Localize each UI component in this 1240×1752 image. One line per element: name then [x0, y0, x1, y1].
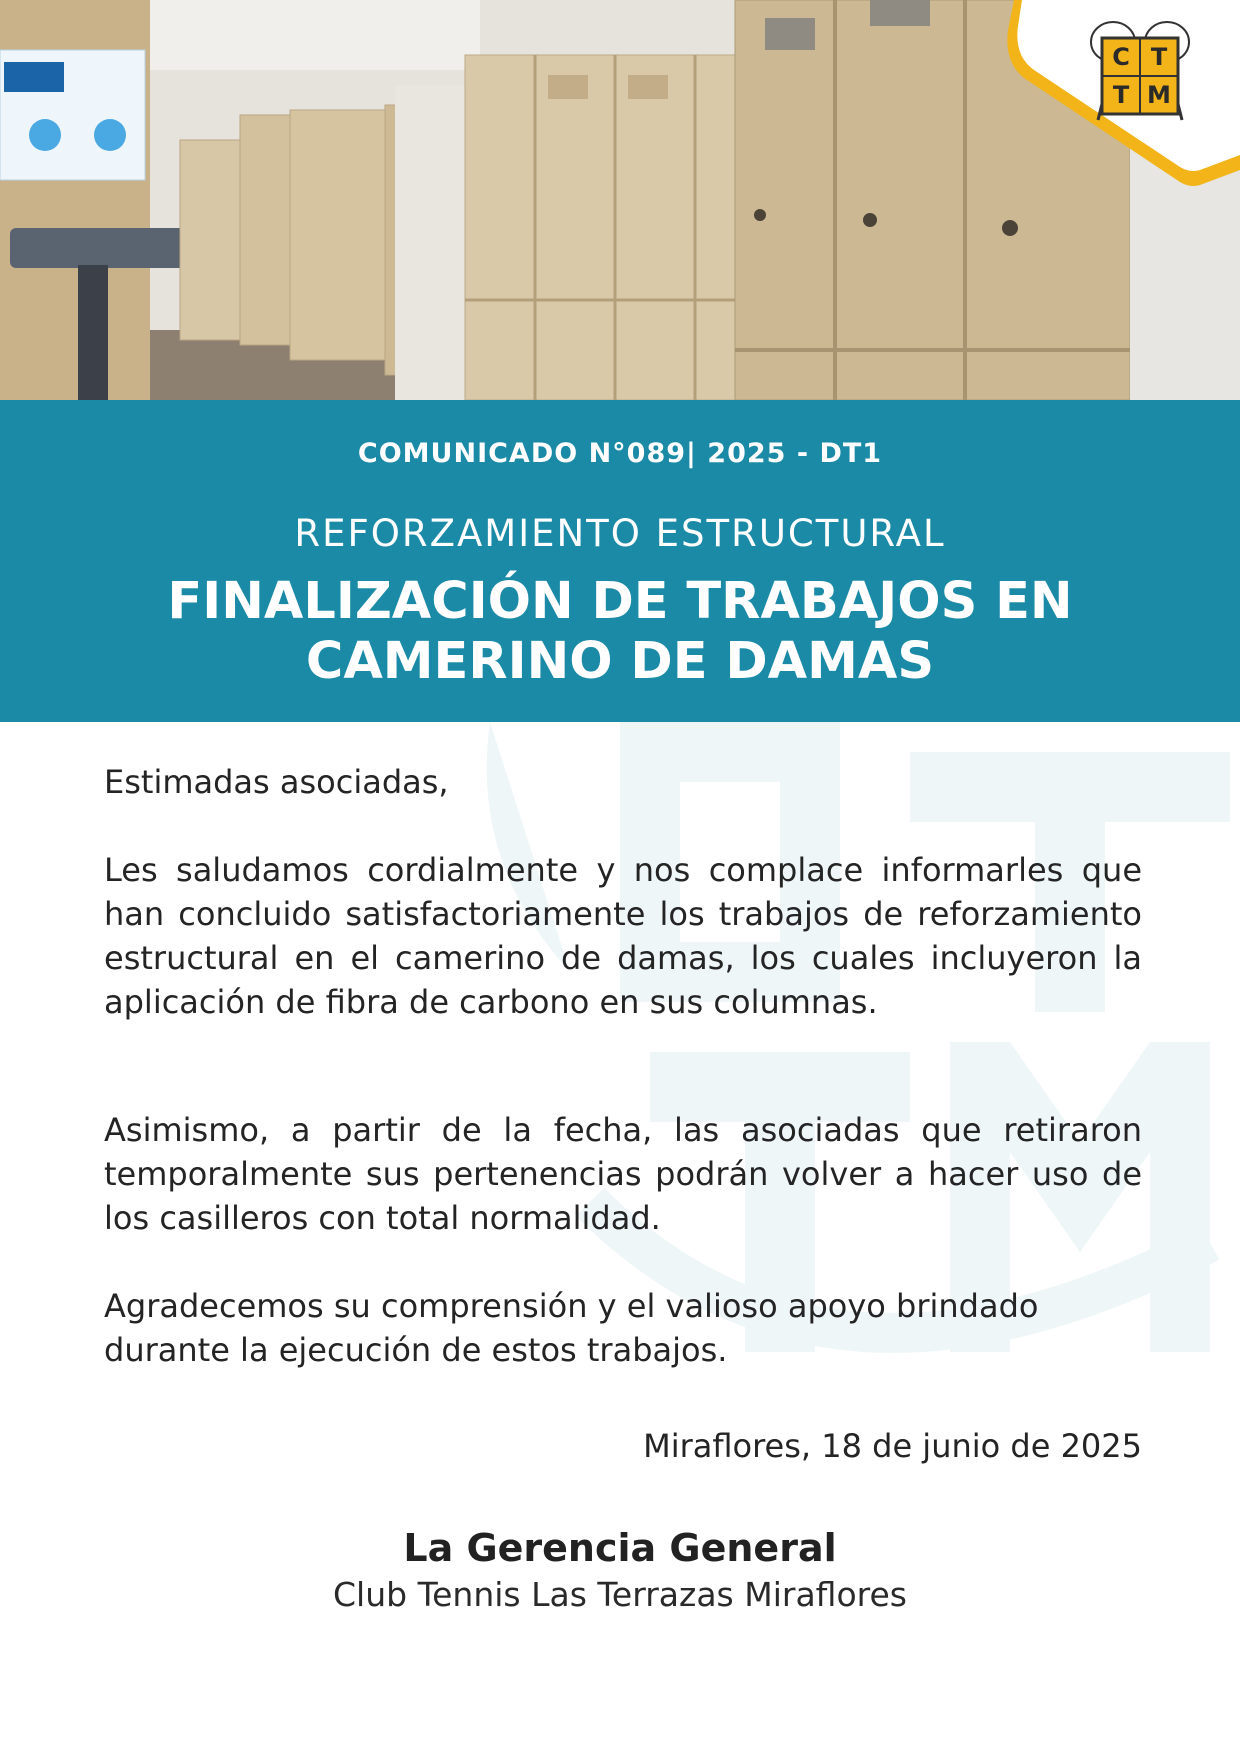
- logo-letter: M: [1147, 81, 1171, 109]
- main-title: [60, 572, 1180, 692]
- date-line: Miraflores, 18 de junio de 2025: [643, 1427, 1142, 1465]
- greeting: Estimadas asociadas,: [104, 763, 449, 801]
- main-title-line: FINALIZACIÓN DE TRABAJOS EN: [167, 572, 1073, 631]
- logo-letters: [1102, 38, 1178, 114]
- logo-badge: [1000, 0, 1240, 190]
- locker-room-photo: [0, 0, 1240, 400]
- main-title-line: CAMERINO DE DAMAS: [305, 632, 935, 691]
- logo-letter: C: [1112, 43, 1130, 71]
- signature-title: La Gerencia General: [403, 1526, 837, 1570]
- logo-letter: T: [1150, 43, 1168, 71]
- paragraph: Asimismo, a partir de la fecha, las asociadas que retiraron temporalmente sus pertenencias podrán volver a hacer uso de los casilleros con total normalidad.: [104, 1111, 1142, 1237]
- paragraph: Agradecemos su comprensión y el valioso apoyo brindado durante la ejecución de estos trabajos.: [104, 1287, 1039, 1369]
- paragraph: Les saludamos cordialmente y nos complace informarles que han concluido satisfactoriamente los trabajos de reforzamiento estructural en el camerino de damas, los cuales incluyeron la aplicación de fibra de carbono en sus columnas.: [104, 851, 1142, 1021]
- signature-organization: Club Tennis Las Terrazas Miraflores: [333, 1575, 907, 1614]
- subtitle: REFORZAMIENTO ESTRUCTURAL: [294, 512, 946, 555]
- title-banner: [0, 400, 1240, 722]
- logo-letter: T: [1112, 81, 1130, 109]
- comunicado-number: COMUNICADO N°089| 2025 - DT1: [357, 438, 883, 469]
- signature-block: [0, 1524, 1240, 1618]
